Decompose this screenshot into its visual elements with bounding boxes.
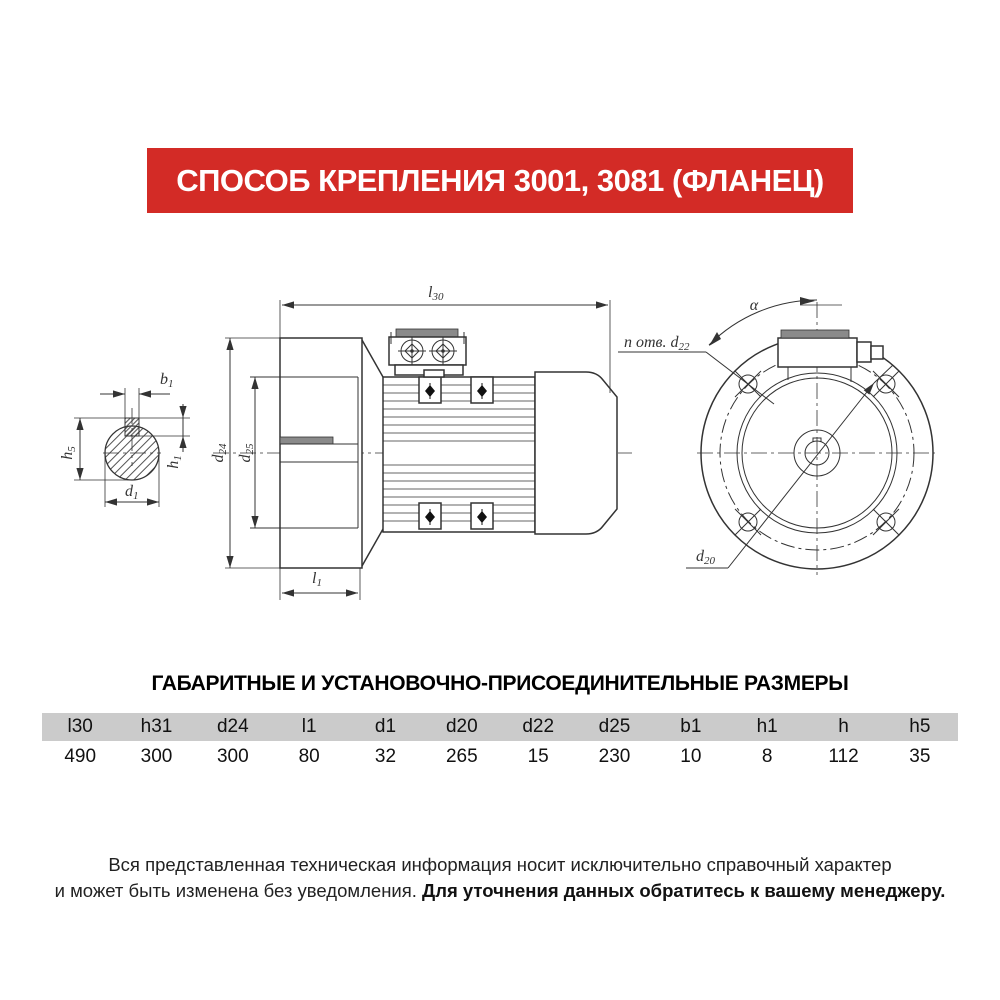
dim-label-alpha: α: [749, 297, 759, 314]
flange-front-view: [618, 297, 935, 575]
table-value-cell: 8: [761, 746, 773, 767]
table-header-cell: d24: [216, 716, 249, 737]
shaft-section-view: [59, 371, 190, 507]
shaft-key: [280, 437, 333, 444]
title-banner: [147, 148, 853, 213]
dimensions-table: [42, 713, 958, 772]
table-header-cell: d1: [374, 716, 397, 737]
technical-drawing: [0, 270, 1000, 650]
table-header-cell: h5: [909, 716, 931, 737]
terminal-box-side: [389, 329, 466, 377]
dim-holes-d22: [618, 334, 774, 404]
table-header-cell: d25: [598, 716, 631, 737]
dim-label-h1: h1: [165, 455, 184, 469]
dim-d1: [105, 483, 159, 502]
dim-label-d25: d25: [237, 443, 256, 463]
dim-label-b1: b1: [160, 371, 174, 390]
banner-title: СПОСОБ КРЕПЛЕНИЯ 3001, 3081 (ФЛАНЕЦ): [176, 162, 824, 198]
table-header-cell: d20: [445, 716, 478, 737]
dim-l1: [280, 568, 360, 600]
rear-endshield: [535, 372, 617, 534]
dim-h5: [59, 418, 80, 480]
disclaimer-line2-bold: Для уточнения данных обратитесь к вашему менеджеру.: [422, 880, 946, 901]
section-title: ГАБАРИТНЫЕ И УСТАНОВОЧНО-ПРИСОЕДИНИТЕЛЬНЫЕ РАЗМЕРЫ: [151, 672, 849, 695]
table-value-cell: 32: [374, 746, 397, 767]
cable-gland: [857, 342, 883, 362]
table-value-cell: 80: [298, 746, 320, 767]
motor-side-view: [210, 284, 632, 600]
disclaimer-text: [0, 852, 1000, 904]
table-header-cell: l1: [301, 716, 317, 737]
dim-d25: [237, 377, 256, 528]
table-value-cell: 15: [527, 746, 549, 767]
dimensions-table-header-row: [42, 713, 958, 741]
disclaimer-line1: Вся представленная техническая информация носит исключительно справочный характер: [108, 854, 892, 875]
table-value-cell: 265: [445, 746, 478, 767]
table-header-cell: h1: [756, 716, 778, 737]
disclaimer-line2-normal: и может быть изменена без уведомления.: [54, 880, 417, 901]
table-value-cell: 300: [216, 746, 249, 767]
table-header-cell: h31: [140, 716, 173, 737]
motor-body: [383, 377, 535, 532]
dim-label-holes-d22: n отв. d22: [624, 334, 690, 353]
dim-label-d24: d24: [210, 443, 229, 463]
dim-label-l1: l1: [312, 570, 322, 589]
dim-label-d1: d1: [125, 483, 139, 502]
dimensions-table-values-row: [42, 741, 958, 772]
table-value-cell: 230: [598, 746, 631, 767]
table-value-cell: 490: [64, 746, 97, 767]
table-value-cell: 112: [828, 746, 859, 767]
table-header-cell: d22: [522, 716, 555, 737]
table-header-cell: b1: [680, 716, 702, 737]
table-value-cell: 10: [680, 746, 702, 767]
table-header-cell: l30: [67, 716, 93, 737]
table-value-cell: 300: [140, 746, 173, 767]
dim-b1: [100, 371, 174, 394]
dim-label-d20: d20: [696, 548, 715, 567]
dim-label-h5: h5: [59, 446, 78, 460]
table-value-cell: 35: [909, 746, 931, 767]
table-header-cell: h: [838, 716, 849, 737]
dim-label-l30: l30: [428, 284, 444, 303]
